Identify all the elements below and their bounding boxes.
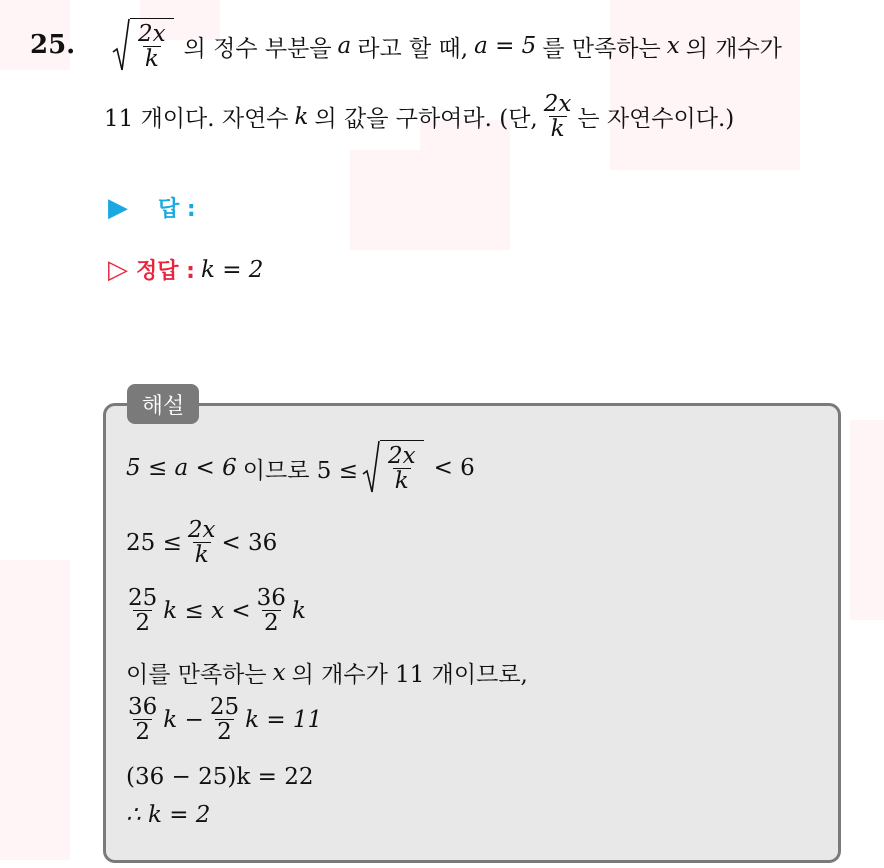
fraction-denominator: 2 [263,610,279,637]
solution-text: 이를 만족하는 [126,662,267,688]
solution-line-1 [126,440,475,496]
play-arrow-icon: ▶ [108,192,128,223]
sqrt-expression [362,440,424,496]
radical-sign-icon [362,440,380,496]
correct-answer-value: k = 2 [200,256,264,283]
solution-line-2 [126,518,277,567]
fraction [126,695,159,744]
solution-math: k ≤ x < [163,597,251,624]
question-text: 라고 할 때, [357,35,469,62]
variable-a: a [337,33,352,59]
correct-answer-label: 정답 : [136,259,195,284]
question-line-2 [104,92,734,141]
fraction-numerator: 2x [138,20,166,47]
solution-line-7 [126,802,210,828]
watermark-block [0,560,70,860]
solution-line-6 [126,764,313,790]
variable-x: x [272,659,286,686]
sqrt-expression [112,18,174,74]
solution-text: 의 개수가 11 개이므로, [291,662,528,688]
fraction-numerator: 2x [387,442,416,469]
fraction-denominator: 2 [217,719,232,746]
fraction-numerator: 36 [256,585,286,611]
solution-line-5 [126,695,322,744]
answer-row [108,192,202,223]
solution-math: k [291,597,306,624]
fraction [126,586,159,635]
watermark-block [350,150,420,250]
fraction-denominator: k [550,116,565,143]
fraction-denominator: 2 [135,719,150,746]
question-text: 를 만족하는 [542,35,661,62]
question-text: 의 정수 부분을 [183,35,332,62]
outline-arrow-icon: ▷ [108,254,128,285]
solution-math: (36 − 25)k = 22 [126,764,314,790]
fraction-numerator: 2x [187,517,216,543]
watermark-block [850,420,884,620]
solution-line-4 [126,656,528,689]
solution-text: 이므로 5 ≤ [242,457,358,484]
fraction-numerator: 36 [128,694,158,720]
solution-math: 25 ≤ [126,529,182,556]
fraction-denominator: k [194,542,209,569]
solution-math: 5 ≤ a < 6 [126,455,237,481]
solution-math: < 6 [433,455,475,481]
solution-math: ∴ k = 2 [126,802,211,828]
correct-answer-row [108,254,263,285]
radical-sign-icon [112,18,130,74]
solution-line-3 [126,586,306,635]
fraction [386,444,418,493]
fraction-numerator: 25 [209,694,240,720]
question-text: 는 자연수이다.) [577,106,735,133]
fraction [542,92,574,141]
solution-math: < 36 [221,529,278,556]
fraction [186,518,218,567]
solution-math: k = 11 [245,706,323,733]
question-text: 11 개이다. 자연수 [104,106,289,133]
fraction [208,695,241,744]
question-line-1 [108,18,782,74]
fraction [136,22,168,71]
fraction [255,586,288,635]
variable-k: k [294,103,309,130]
solution-tab: 해설 [127,384,199,424]
answer-label: 답 : [158,197,196,222]
fraction-denominator: k [144,46,159,72]
question-text: 의 개수가 [685,35,782,62]
fraction-numerator: 2x [543,91,572,117]
fraction-denominator: k [394,468,409,494]
question-text: 의 값을 구하여라. (단, [314,106,538,133]
variable-x: x [666,33,680,59]
equation: a = 5 [474,33,537,59]
fraction-denominator: 2 [135,610,150,637]
fraction-numerator: 25 [128,585,158,611]
question-number: 25. [30,30,76,60]
solution-math: k − [163,706,204,733]
